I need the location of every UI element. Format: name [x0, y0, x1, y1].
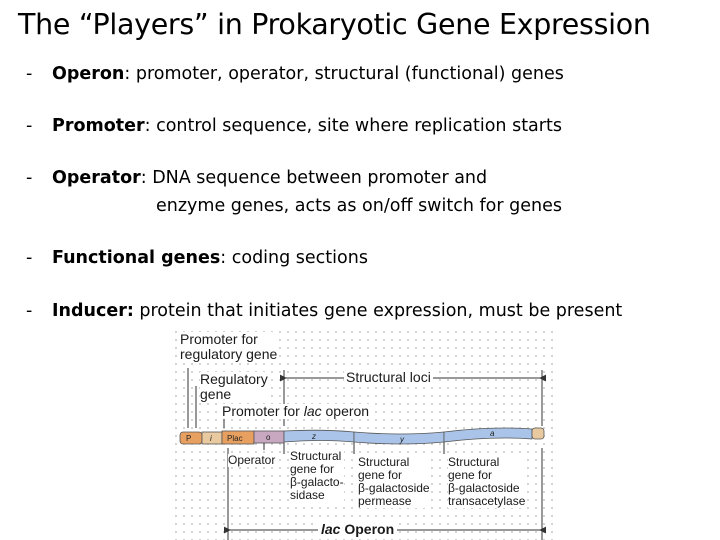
bullet-continuation: enzyme genes, acts as on/off switch for genes	[156, 196, 562, 216]
label-operator: Operator	[228, 453, 276, 467]
lac-operon-suffix: Operon	[340, 521, 395, 537]
bullet-text: DNA sequence between promoter and	[146, 168, 488, 188]
label-gene-z: Structural gene for β-galacto- sidase	[290, 449, 344, 502]
bullet-term: Operator	[52, 168, 141, 188]
bullet-dash: -	[26, 248, 33, 268]
promoter-lac-suffix: operon	[321, 403, 370, 419]
dna-segment-a	[444, 428, 532, 442]
bullet-operator	[26, 164, 562, 220]
bullet-text: control sequence, site where replication starts	[150, 116, 562, 136]
bullet-text: protein that initiates gene expression, must be present	[133, 301, 623, 321]
bullet-inducer	[26, 297, 622, 325]
segment-label-plac: Plac	[227, 434, 243, 443]
bullet-text: coding sections	[226, 248, 368, 268]
label-structural-loci: Structural loci	[346, 369, 431, 385]
bullet-sep: :	[140, 168, 147, 188]
label-promoter-lac-operon	[222, 404, 369, 419]
lac-operon-diagram	[172, 328, 554, 540]
dna-segment-y	[354, 432, 444, 444]
bullet-dash: -	[26, 168, 33, 188]
bullet-dash: -	[26, 64, 33, 84]
segment-label-pi: P	[186, 434, 192, 443]
segment-label-y: y	[400, 435, 404, 444]
lac-operon-italic: lac	[321, 521, 341, 537]
dna-segment-i	[202, 432, 222, 444]
bullet-sep: :	[144, 116, 151, 136]
label-lac-operon	[318, 523, 397, 536]
bullet-sep: :	[124, 64, 131, 84]
label-regulatory-gene: Regulatory gene	[200, 371, 268, 402]
slide-title: The “Players” in Prokaryotic Gene Expression	[18, 8, 651, 41]
segment-label-i: i	[210, 434, 212, 443]
promoter-lac-prefix: Promoter for	[222, 403, 304, 419]
bullet-text: promoter, operator, structural (functional) genes	[130, 64, 564, 84]
bullet-dash: -	[26, 116, 33, 136]
dna-segment-z	[284, 430, 354, 442]
promoter-lac-italic: lac	[303, 403, 322, 419]
dna-end-cap	[532, 428, 544, 439]
bullet-sep: :	[220, 248, 227, 268]
bullet-functional-genes	[26, 244, 368, 272]
segment-label-o: o	[266, 433, 271, 442]
bullet-term: Functional genes	[52, 248, 221, 268]
bullet-promoter	[26, 112, 562, 140]
bullet-term: Inducer:	[52, 301, 134, 321]
segment-label-z: z	[312, 432, 316, 441]
segment-label-a: a	[490, 429, 495, 438]
label-gene-a: Structural gene for β-galactoside transacetylase	[448, 455, 526, 508]
bullet-operon	[26, 60, 564, 88]
label-gene-y: Structural gene for β-galactoside permease	[358, 455, 430, 508]
bullet-term: Promoter	[52, 116, 145, 136]
bullet-dash: -	[26, 301, 33, 321]
bullet-term: Operon	[52, 64, 125, 84]
label-promoter-regulatory-gene: Promoter for regulatory gene	[180, 331, 278, 362]
